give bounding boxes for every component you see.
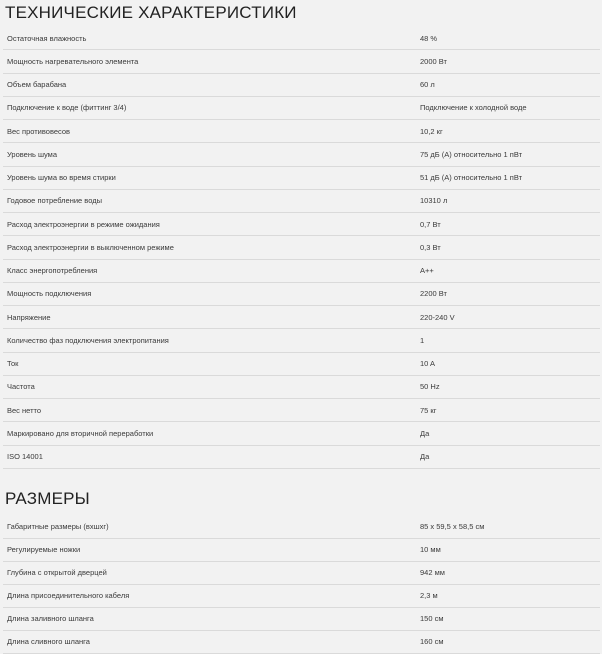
spec-label: Годовое потребление воды (7, 196, 102, 206)
spec-table-technical (3, 27, 600, 469)
spec-label: Расход электроэнергии в выключенном режиме (7, 242, 174, 252)
spec-row (3, 422, 600, 445)
spec-label: Глубина с открытой дверцей (7, 568, 107, 578)
spec-row (3, 562, 600, 585)
spec-value: 75 дБ (A) относительно 1 пВт (420, 149, 523, 159)
spec-value: 2200 Вт (420, 289, 447, 299)
spec-label: Регулируемые ножки (7, 545, 81, 555)
spec-value: 48 % (420, 33, 438, 43)
spec-value: 1 (420, 335, 425, 345)
spec-label: Расход электроэнергии в режиме ожидания (7, 219, 160, 229)
spec-label: Ток (7, 359, 19, 369)
spec-row (3, 97, 600, 120)
spec-row (3, 260, 600, 283)
spec-value: Да (420, 452, 430, 462)
spec-label: Напряжение (7, 312, 51, 322)
spec-value: 220-240 V (420, 312, 455, 322)
spec-label: Маркировано для вторичной переработки (7, 428, 154, 438)
spec-label: Класс энергопотребления (7, 266, 98, 276)
spec-value: 942 мм (420, 568, 445, 578)
spec-label: Вес противовесов (7, 126, 71, 136)
spec-row (3, 376, 600, 399)
spec-row (3, 353, 600, 376)
spec-row (3, 539, 600, 562)
spec-row (3, 608, 600, 631)
spec-label: Частота (7, 382, 35, 392)
spec-value: 50 Hz (420, 382, 440, 392)
spec-row (3, 329, 600, 352)
spec-value: 60 л (420, 80, 435, 90)
spec-table-dimensions (3, 516, 600, 654)
spec-row (3, 50, 600, 73)
section-title-dimensions: РАЗМЕРЫ (5, 488, 90, 508)
spec-value: 85 x 59,5 x 58,5 см (420, 522, 485, 532)
spec-label: Мощность подключения (7, 289, 92, 299)
spec-row (3, 190, 600, 213)
spec-row (3, 585, 600, 608)
spec-value: 10 A (420, 359, 436, 369)
spec-row (3, 399, 600, 422)
spec-label: Уровень шума (7, 149, 57, 159)
spec-value: 10 мм (420, 545, 441, 555)
spec-value: 0,7 Вт (420, 219, 441, 229)
spec-row (3, 213, 600, 236)
spec-label: Количество фаз подключения электропитания (7, 335, 169, 345)
spec-label: Подключение к воде (фиттинг 3/4) (7, 103, 127, 113)
spec-row (3, 74, 600, 97)
section-title-technical: ТЕХНИЧЕСКИЕ ХАРАКТЕРИСТИКИ (5, 3, 297, 22)
spec-value: Да (420, 428, 430, 438)
spec-label: Уровень шума во время стирки (7, 173, 116, 183)
spec-value: 160 см (420, 637, 444, 647)
spec-row (3, 143, 600, 166)
spec-value: 10,2 кг (420, 126, 443, 136)
spec-row (3, 306, 600, 329)
spec-label: Остаточная влажность (7, 33, 87, 43)
spec-value: 51 дБ (A) относительно 1 пВт (420, 173, 523, 183)
spec-row (3, 283, 600, 306)
spec-row (3, 167, 600, 190)
spec-row (3, 236, 600, 259)
spec-value: 10310 л (420, 196, 448, 206)
spec-value: 2,3 м (420, 591, 438, 601)
spec-label: Объем барабана (7, 80, 67, 90)
spec-label: Мощность нагревательного элемента (7, 56, 139, 66)
spec-label: Длина сливного шланга (7, 637, 90, 647)
spec-label: Длина заливного шланга (7, 614, 94, 624)
spec-value: 75 кг (420, 405, 437, 415)
spec-label: Длина присоединительного кабеля (7, 591, 130, 601)
spec-row (3, 446, 600, 469)
spec-value: 150 см (420, 614, 444, 624)
spec-value: A++ (420, 266, 434, 276)
spec-value: Подключение к холодной воде (420, 103, 527, 113)
spec-value: 2000 Вт (420, 56, 447, 66)
spec-value: 0,3 Вт (420, 242, 441, 252)
spec-label: Габаритные размеры (вхшхг) (7, 522, 109, 532)
spec-label: ISO 14001 (7, 452, 43, 462)
spec-label: Вес нетто (7, 405, 42, 415)
spec-row (3, 27, 600, 50)
spec-row (3, 120, 600, 143)
spec-row (3, 631, 600, 654)
spec-row (3, 516, 600, 539)
